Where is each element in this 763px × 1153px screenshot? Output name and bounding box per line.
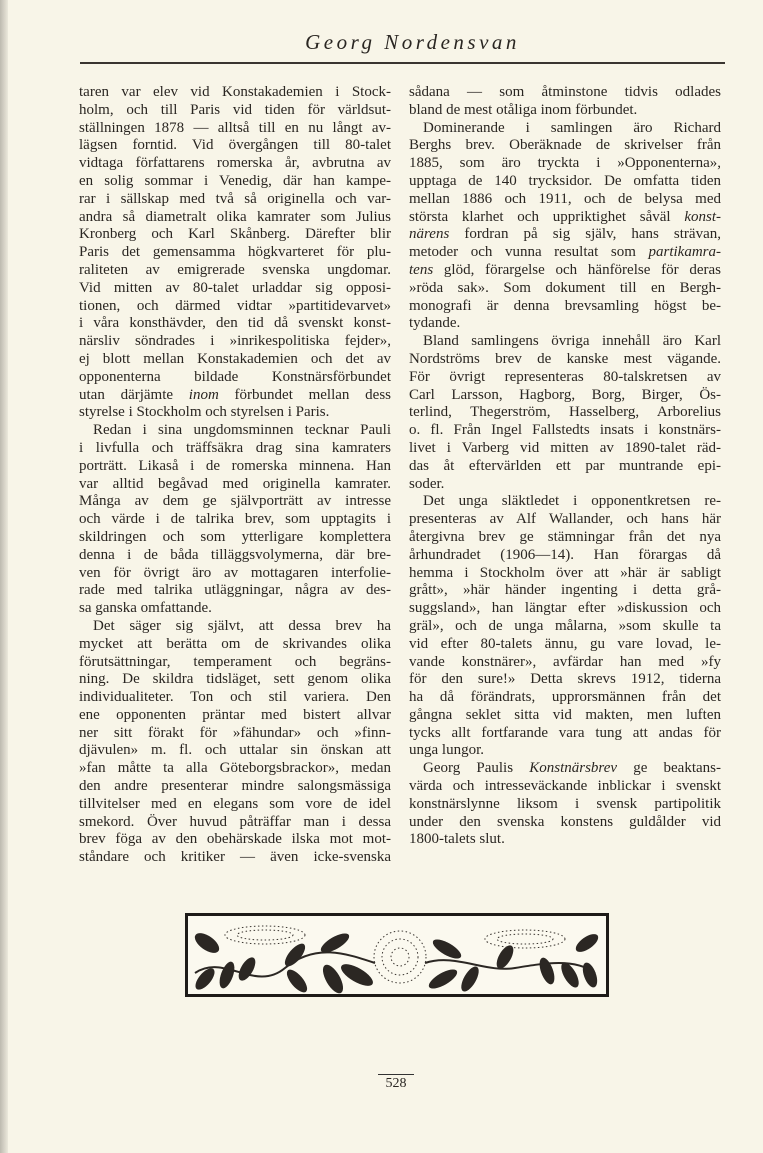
- text-line: terlind, Thegerström, Hasselberg, Arborelius: [409, 404, 721, 421]
- text-line: styrelse i Stockholm och styrelsen i Paris.: [79, 404, 330, 421]
- text-line: opponenterna bildade Konstnärsförbundet: [79, 368, 391, 385]
- text-line: gångna seklet sitta vid makten, men luften: [409, 706, 721, 723]
- text-line: o. fl. Från Ingel Fallstedts insats i konstnärs-: [409, 422, 721, 439]
- text-line: Redan i sina ungdomsminnen tecknar Pauli: [93, 422, 391, 439]
- right-column: [409, 84, 721, 849]
- text-line: mellan 1886 och 1911, och de belysa med: [409, 190, 721, 207]
- text-line: »fan måtte ta alla Göteborgsbrackor», medan: [79, 760, 391, 777]
- text-line: århundradet (1906—14). Han förargas då: [409, 546, 721, 563]
- text-line: metoder och vunna resultat som partikamra-: [409, 244, 721, 261]
- text-line: smekord. Över huvud påträffar man i dessa: [79, 813, 391, 830]
- text-line: rar i sällskap med två så originella och var-: [79, 190, 391, 207]
- text-line: Carl Larsson, Hagborg, Borg, Birger, Ös-: [409, 386, 721, 403]
- text-line: värda och intresseväckande inblickar i svenskt: [409, 778, 721, 795]
- text-line: Georg Paulis Konstnärsbrev ge beaktans-: [423, 760, 721, 777]
- text-line: andra så diametralt olika kamrater som Julius: [79, 208, 391, 225]
- text-line: brev föga av den obehärskade ilska mot mot-: [79, 831, 391, 848]
- text-line: djävulen» m. fl. och uttalar sin önskan att: [79, 742, 391, 759]
- text-line: presenteras av Alf Wallander, och hans här: [409, 511, 721, 528]
- text-line: största klarhet och uppriktighet såväl konst-: [409, 208, 721, 225]
- text-line: vidtaga författarens romerska år, avbrutna av: [79, 155, 391, 172]
- text-line: Kronberg och Karl Skånberg. Därefter blir: [79, 226, 391, 243]
- text-line: soder.: [409, 475, 445, 492]
- text-line: vid efter 80-talets ännu, gu vare lovad, le-: [409, 635, 721, 652]
- text-line: ståndare och kritiker — även icke-svenska: [79, 849, 391, 866]
- text-line: Dominerande i samlingen äro Richard: [423, 119, 721, 136]
- text-line: ven för övrigt äro av mottagaren interfolie-: [79, 564, 391, 581]
- text-line: Nordströms brev de kanske mest vägande.: [409, 350, 721, 367]
- text-line: »röda sak». Som dokument till en Bergh-: [409, 279, 721, 296]
- text-line: ha då förändrats, upprorsmännen från det: [409, 689, 721, 706]
- text-line: ning. De skildra tidsläget, sett genom olika: [79, 671, 391, 688]
- text-line: bland de mest otåliga inom förbundet.: [409, 101, 638, 118]
- text-line: rade med talrika utläggningar, några av des-: [79, 582, 391, 599]
- text-line: Paris det gemensamma högkvarteret för plu-: [79, 244, 391, 261]
- header-rule: [80, 62, 725, 64]
- text-line: Det säger sig självt, att dessa brev ha: [93, 617, 391, 634]
- text-line: denna i de båda tilläggsvolymerna, där bre-: [79, 546, 391, 563]
- page-edge-shadow: [0, 0, 8, 1153]
- text-line: vande konstnärer», avfärdar han med »fy: [409, 653, 721, 670]
- text-line: Det unga släktledet i opponentkretsen re-: [423, 493, 721, 510]
- text-line: den andre presenterar mindre salongsmässiga: [79, 778, 391, 795]
- text-line: en solig sommar i Venedig, där han kampe-: [79, 172, 391, 189]
- text-line: skildringen och som ytterligare komplettera: [79, 528, 391, 545]
- text-line: tydande.: [409, 315, 461, 332]
- text-line: tens glöd, förargelse och hänförelse för deras: [409, 261, 721, 278]
- text-line: tionen, och därmed vidtar »partitidevarvet»: [79, 297, 391, 314]
- text-line: gräl», och de unga målarna, »som skulle ta: [409, 617, 721, 634]
- text-line: återgivna brev ge stämningar från det nya: [409, 528, 721, 545]
- running-header: Georg Nordensvan: [305, 30, 520, 54]
- text-line: under den svenska konstens guldålder vid: [409, 813, 721, 830]
- text-line: var alltid begåvad med originella kamrater.: [79, 475, 391, 492]
- text-line: livet i Varberg vid mitten av 1890-talet räd-: [409, 439, 721, 456]
- page-number: 528: [378, 1074, 414, 1092]
- text-line: Bland samlingens övriga innehåll äro Karl: [423, 333, 721, 350]
- text-line: närsliv söndrades i »inrikespolitiska fejder»,: [79, 333, 391, 350]
- text-line: utan därjämte inom förbundet mellan dess: [79, 386, 392, 403]
- text-line: suggsland», han längtar efter »diskussion och: [409, 600, 721, 617]
- left-column: [79, 84, 391, 867]
- text-line: hemma i Stockholm över att »här är sabligt: [409, 564, 721, 581]
- text-line: 1800-talets slut.: [409, 831, 505, 848]
- text-line: sa ganska omfattande.: [79, 600, 212, 617]
- text-line: förutsättningar, temperament och begräns-: [79, 653, 391, 670]
- text-line: raliteten av emigrerade svenska ungdomar.: [79, 261, 391, 278]
- text-line: tillvitelser med en elegans som vore de idel: [79, 795, 391, 812]
- text-line: Vid mitten av 80-talet urladdar sig opposi-: [79, 279, 391, 296]
- text-line: taren var elev vid Konstakademien i Stock-: [79, 84, 391, 100]
- text-line: ej blott mellan Konstakademien och det av: [79, 350, 391, 367]
- text-line: tycks allt fortfarande vara tung att andas för: [409, 724, 721, 741]
- text-line: 1885, som äro tryckta i »Opponenterna»,: [409, 155, 721, 172]
- text-line: das åt eftervärlden ett par muntrande epi-: [409, 457, 721, 474]
- text-line: för den sure!» Detta skrevs 1912, tiderna: [409, 671, 721, 688]
- text-line: lägsen forntid. Vid övergången till 80-talet: [79, 137, 391, 154]
- text-line: närens fordran på sig själv, hans strävan,: [409, 226, 721, 243]
- text-line: holm, och till Paris vid tiden för världsut-: [79, 101, 391, 118]
- text-line: ene opponenten präntar med bistert allvar: [79, 706, 391, 723]
- text-line: porträtt. Likaså i de romerska minnena. Han: [79, 457, 391, 474]
- floral-vignette-icon: [185, 913, 609, 997]
- text-line: i våra konsthävder, den tid då svenskt konst-: [79, 315, 391, 332]
- text-line: i livfulla och träffsäkra drag sina kamraters: [79, 439, 391, 456]
- text-line: upptaga de 140 trycksidor. De omfatta tiden: [409, 172, 721, 189]
- text-line: ner sitt förakt för »fähundar» och »finn-: [79, 724, 391, 741]
- text-line: monografi är denna brevsamling högst be-: [409, 297, 721, 314]
- text-line: Många av dem ge självporträtt av intresse: [79, 493, 391, 510]
- text-line: konstnärslynne liksom i svensk partipolitik: [409, 795, 721, 812]
- text-line: och värde i de talrika brev, som upptagits i: [79, 511, 391, 528]
- text-line: sådana — som åtminstone tidvis odlades: [409, 84, 721, 100]
- text-line: mycket att berätta om de skrivandes olika: [79, 635, 391, 652]
- text-line: För övrigt representeras 80-talskretsen av: [409, 368, 721, 385]
- text-line: unga lungor.: [409, 742, 484, 759]
- text-line: ställningen 1878 — alltså till en nu långt av-: [79, 119, 391, 136]
- text-line: individualiteter. Ton och stil variera. Den: [79, 689, 391, 706]
- text-line: Berghs brev. Oberäknade de skrivelser från: [409, 137, 721, 154]
- text-line: grått», »här händer ingenting i detta grå-: [409, 582, 721, 599]
